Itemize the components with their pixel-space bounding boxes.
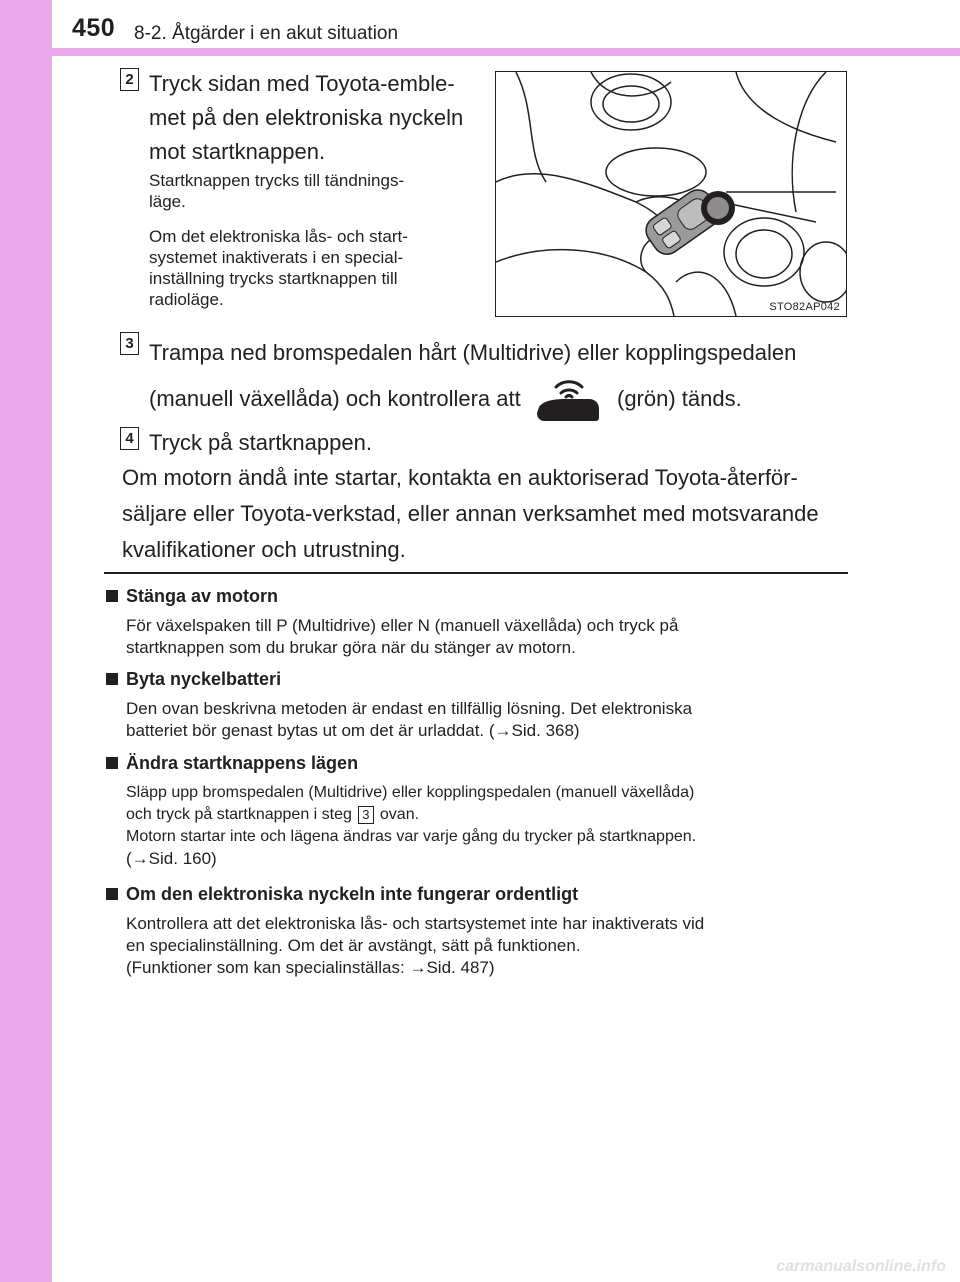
final-line: Om motorn ändå inte startar, kontakta en auktoriserad Toyota-återför- <box>122 465 798 490</box>
note-heading <box>106 884 578 905</box>
step2-main-line: met på den elektroniska nyckeln <box>149 105 464 130</box>
note-text: och tryck på startknappen i steg <box>126 806 352 823</box>
final-line: säljare eller Toyota-verkstad, eller annan verksamhet med motsvarande <box>122 501 819 526</box>
page-reference-link[interactable]: Sid. 487) <box>426 958 495 977</box>
step2-main-line: Tryck sidan med Toyota-emble- <box>149 71 455 96</box>
note-body <box>126 913 840 979</box>
final-paragraph <box>122 460 841 568</box>
note-line: För växelspaken till P (Multidrive) eller N (manuell växellåda) och tryck på <box>126 616 679 635</box>
step3-line2-after: (grön) tänds. <box>617 385 742 411</box>
note-line <box>126 720 840 742</box>
section-title: 8-2. Åtgärder i en akut situation <box>134 23 399 44</box>
side-tab-bar <box>0 0 52 1282</box>
page-reference-link[interactable]: Sid. 368) <box>511 721 580 740</box>
arrow-icon: → <box>494 721 512 740</box>
step2-main-text <box>149 67 476 169</box>
step2-sub2 <box>149 226 476 310</box>
figure-label: STO82AP042 <box>769 301 840 313</box>
key-start-illustration <box>495 71 847 317</box>
step2-main-line: mot startknappen. <box>149 139 326 164</box>
note-heading-text: Ändra startknappens lägen <box>126 753 359 773</box>
step3-line2 <box>149 377 742 423</box>
note-heading <box>106 586 278 607</box>
step2-sub1 <box>149 170 476 212</box>
note-heading-text: Om den elektroniska nyckeln inte fungerar ordentligt <box>126 884 579 904</box>
note-body <box>126 615 840 659</box>
step4-text: Tryck på startknappen. <box>149 430 372 455</box>
note-line: Den ovan beskrivna metoden är endast en tillfällig lösning. Det elektroniska <box>126 699 693 718</box>
square-bullet-icon <box>106 590 118 602</box>
page-reference-link[interactable]: Sid. 160) <box>148 849 217 868</box>
step3-line2-before: (manuell växellåda) och kontrollera att <box>149 385 521 411</box>
ref-text: ( <box>126 849 132 868</box>
final-line: kvalifikationer och utrustning. <box>122 537 406 562</box>
page-number: 450 <box>72 14 116 42</box>
square-bullet-icon <box>106 888 118 900</box>
step-reference-badge: 3 <box>358 806 374 824</box>
dashboard-drawing <box>496 72 846 316</box>
note-heading-text: Stänga av motorn <box>126 586 279 606</box>
section-divider <box>104 572 848 574</box>
step3-line1: Trampa ned bromspedalen hårt (Multidrive) eller kopplingspedalen <box>149 340 797 365</box>
step-badge-4: 4 <box>120 427 139 450</box>
note-line <box>126 848 840 870</box>
watermark: carmanualsonline.info <box>776 1258 946 1275</box>
note-line: startknappen som du brukar göra när du stänger av motorn. <box>126 638 576 657</box>
step2-sub2-line: radioläge. <box>149 290 224 309</box>
note-line: Motorn startar inte och lägena ändras var varje gång du trycker på startknappen. <box>126 828 697 845</box>
step2-sub2-line: systemet inaktiverats i en special- <box>149 248 404 267</box>
arrow-icon: → <box>131 849 149 868</box>
key-indicator-icon <box>533 377 605 423</box>
note-text: ovan. <box>379 806 420 823</box>
step-badge-3: 3 <box>120 332 139 355</box>
note-line: Släpp upp bromspedalen (Multidrive) eller kopplingspedalen (manuell växellåda) <box>126 784 695 801</box>
arrow-icon: → <box>409 958 427 977</box>
step2-sub2-line: inställning trycks startknappen till <box>149 269 398 288</box>
note-line: Kontrollera att det elektroniska lås- och startsystemet inte har inaktiverats vid <box>126 914 705 933</box>
note-heading <box>106 669 281 690</box>
step2-sub1-line: Startknappen trycks till tändnings- <box>149 171 405 190</box>
note-line <box>126 957 840 979</box>
note-heading <box>106 753 358 774</box>
step2-sub1-line: läge. <box>149 192 186 211</box>
square-bullet-icon <box>106 757 118 769</box>
note-line <box>126 804 840 826</box>
note-body <box>126 782 840 870</box>
note-line: en specialinställning. Om det är avstängt, sätt på funktionen. <box>126 936 581 955</box>
note-heading-text: Byta nyckelbatteri <box>126 669 282 689</box>
square-bullet-icon <box>106 673 118 685</box>
ref-text: (Funktioner som kan specialinställas: <box>126 958 410 977</box>
note-body <box>126 698 840 742</box>
step-badge-2: 2 <box>120 68 139 91</box>
step2-sub2-line: Om det elektroniska lås- och start- <box>149 227 408 246</box>
ref-text: batteriet bör genast bytas ut om det är urladdat. ( <box>126 721 495 740</box>
